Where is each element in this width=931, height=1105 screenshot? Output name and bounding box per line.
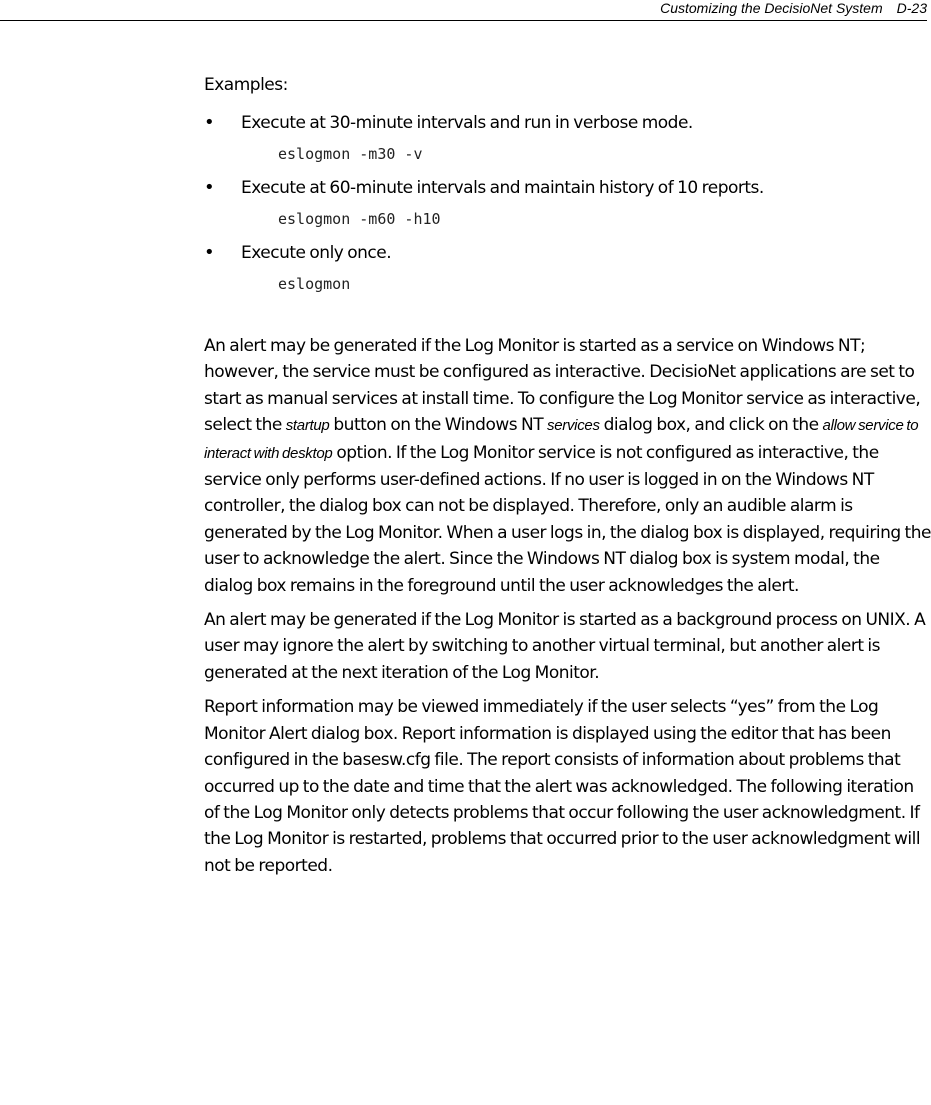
examples-list — [204, 110, 931, 297]
example-description — [204, 175, 931, 201]
ui-term-allow-service: allow service to interact with desktop — [204, 417, 919, 462]
example-description-text: Execute at 60-minute intervals and maintain history of 10 reports. — [241, 178, 764, 198]
example-item — [204, 175, 931, 232]
example-description — [204, 240, 931, 266]
header-title: Customizing the DecisioNet System — [660, 0, 883, 16]
bullet-icon: • — [204, 177, 215, 198]
paragraph-text: option. If the Log Monitor service is not configured as interactive, the service only performs user-defined actions. If no user is logged in on the Windows NT controller, the dialog box can not be displayed. Therefore, only an audible alarm is generated by the Log Monitor. When a user logs in, the dialog box is displayed, requiring the user to acknowledge the alert. Since the Windows NT dialog box is system modal, the dialog box remains in the foreground until the user acknowledges the alert. — [204, 442, 931, 596]
page-number: D-23 — [896, 0, 927, 16]
example-description-text: Execute at 30-minute intervals and run in verbose mode. — [241, 113, 693, 133]
example-command: eslogmon -m30 -v — [278, 145, 423, 163]
example-description-text: Execute only once. — [241, 243, 392, 263]
bullet-icon: • — [204, 112, 215, 133]
paragraph-text: dialog box, and click on the — [599, 415, 823, 436]
running-header — [0, 0, 927, 21]
example-command: eslogmon — [278, 275, 351, 293]
ui-term-services: services — [547, 417, 600, 435]
paragraph-report-info: Report information may be viewed immediately if the user selects “yes” from the Log Monitor Alert dialog box. Report information is displayed using the editor that has been configured in the basesw.cfg file. The report consists of information about problems that occurred up to the date and time that the alert was acknowledged. The following iteration of the Log Monitor only detects problems that occur following the user acknowledgment. If the Log Monitor is restarted, problems that occurred prior to the user acknowledgment will not be reported. — [204, 697, 921, 876]
example-command: eslogmon -m60 -h10 — [278, 210, 441, 228]
ui-term-startup: startup — [285, 417, 330, 435]
example-item — [204, 240, 931, 297]
page-body — [204, 68, 931, 879]
examples-heading: Examples: — [204, 75, 288, 95]
paragraph-text: An alert may be generated if the Log Monitor is started as a service on Windows NT; however, the service must be configured as interactive. DecisioNet applications are set to start as manual services at install time. To configure the Log Monitor service as interactive, select the — [204, 336, 921, 436]
example-description — [204, 110, 931, 136]
example-item — [204, 110, 931, 167]
paragraph-text: button on the Windows NT — [329, 415, 548, 436]
paragraph-nt-service — [204, 333, 931, 599]
paragraph-unix: An alert may be generated if the Log Monitor is started as a background process on UNIX. A user may ignore the alert by switching to another virtual terminal, but another alert is generated at the next iteration of the Log Monitor. — [204, 610, 926, 683]
bullet-icon: • — [204, 242, 215, 263]
